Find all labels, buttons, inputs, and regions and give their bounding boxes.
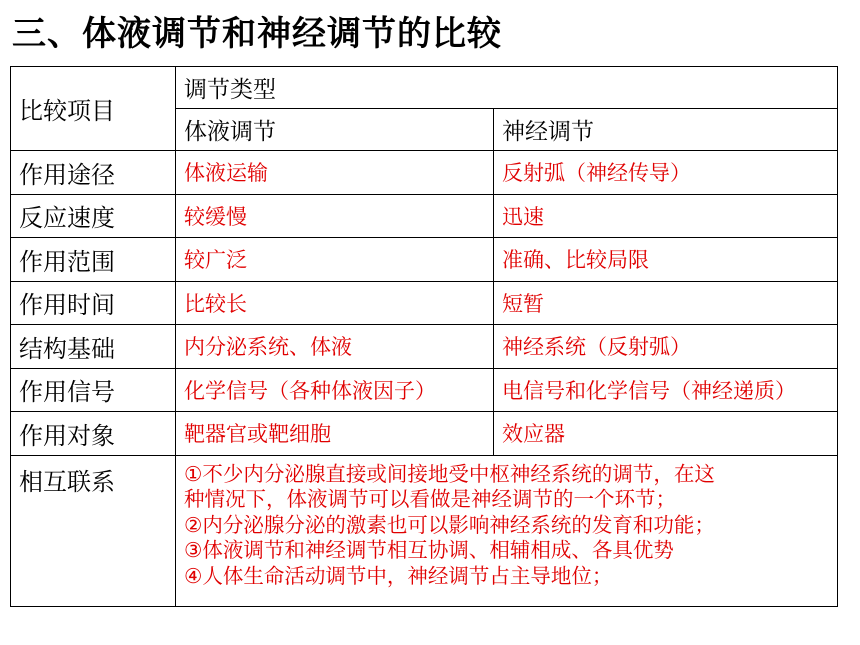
neural-cell: 神经系统（反射弧） [494,325,838,369]
humoral-cell: 化学信号（各种体液因子） [176,368,494,412]
table-header-row [11,67,838,109]
neural-cell: 反射弧（神经传导） [494,151,838,195]
humoral-cell: 体液运输 [176,151,494,195]
neural-cell: 准确、比较局限 [494,238,838,282]
relation-line: ④人体生命活动调节中，神经调节占主导地位； [184,563,613,588]
table-row [11,194,838,238]
neural-cell: 效应器 [494,412,838,456]
table-row [11,412,838,456]
neural-cell: 电信号和化学信号（神经递质） [494,368,838,412]
group-header: 调节类型 [176,67,838,109]
table-row [11,151,838,195]
humoral-cell: 较缓慢 [176,194,494,238]
row-label: 作用信号 [11,368,176,412]
table-row [11,281,838,325]
relation-line: ③体液调节和神经调节相互协调、相辅相成、各具优势 [184,538,674,562]
relation-cell [176,455,838,606]
col-header-humoral: 体液调节 [176,109,494,151]
row-label: 结构基础 [11,325,176,369]
neural-cell: 短暂 [494,281,838,325]
table-row [11,368,838,412]
relation-row [11,455,838,606]
row-label: 作用对象 [11,412,176,456]
neural-cell: 迅速 [494,194,838,238]
table-row [11,325,838,369]
col-header-neural: 神经调节 [494,109,838,151]
relation-line: ①不少内分泌腺直接或间接地受中枢神经系统的调节，在这 [184,461,715,486]
corner-label: 比较项目 [11,67,176,151]
humoral-cell: 比较长 [176,281,494,325]
row-label: 反应速度 [11,194,176,238]
relation-line: ②内分泌腺分泌的激素也可以影响神经系统的发育和功能； [184,512,715,537]
humoral-cell: 内分泌系统、体液 [176,325,494,369]
row-label: 作用范围 [11,238,176,282]
page-title: 三、体液调节和神经调节的比较 [12,14,502,54]
comparison-table [10,66,838,607]
row-label: 作用途径 [11,151,176,195]
relation-line: 种情况下，体液调节可以看做是神经调节的一个环节； [184,487,676,511]
humoral-cell: 较广泛 [176,238,494,282]
row-label: 作用时间 [11,281,176,325]
table-row [11,238,838,282]
relation-label: 相互联系 [11,455,176,606]
humoral-cell: 靶器官或靶细胞 [176,412,494,456]
